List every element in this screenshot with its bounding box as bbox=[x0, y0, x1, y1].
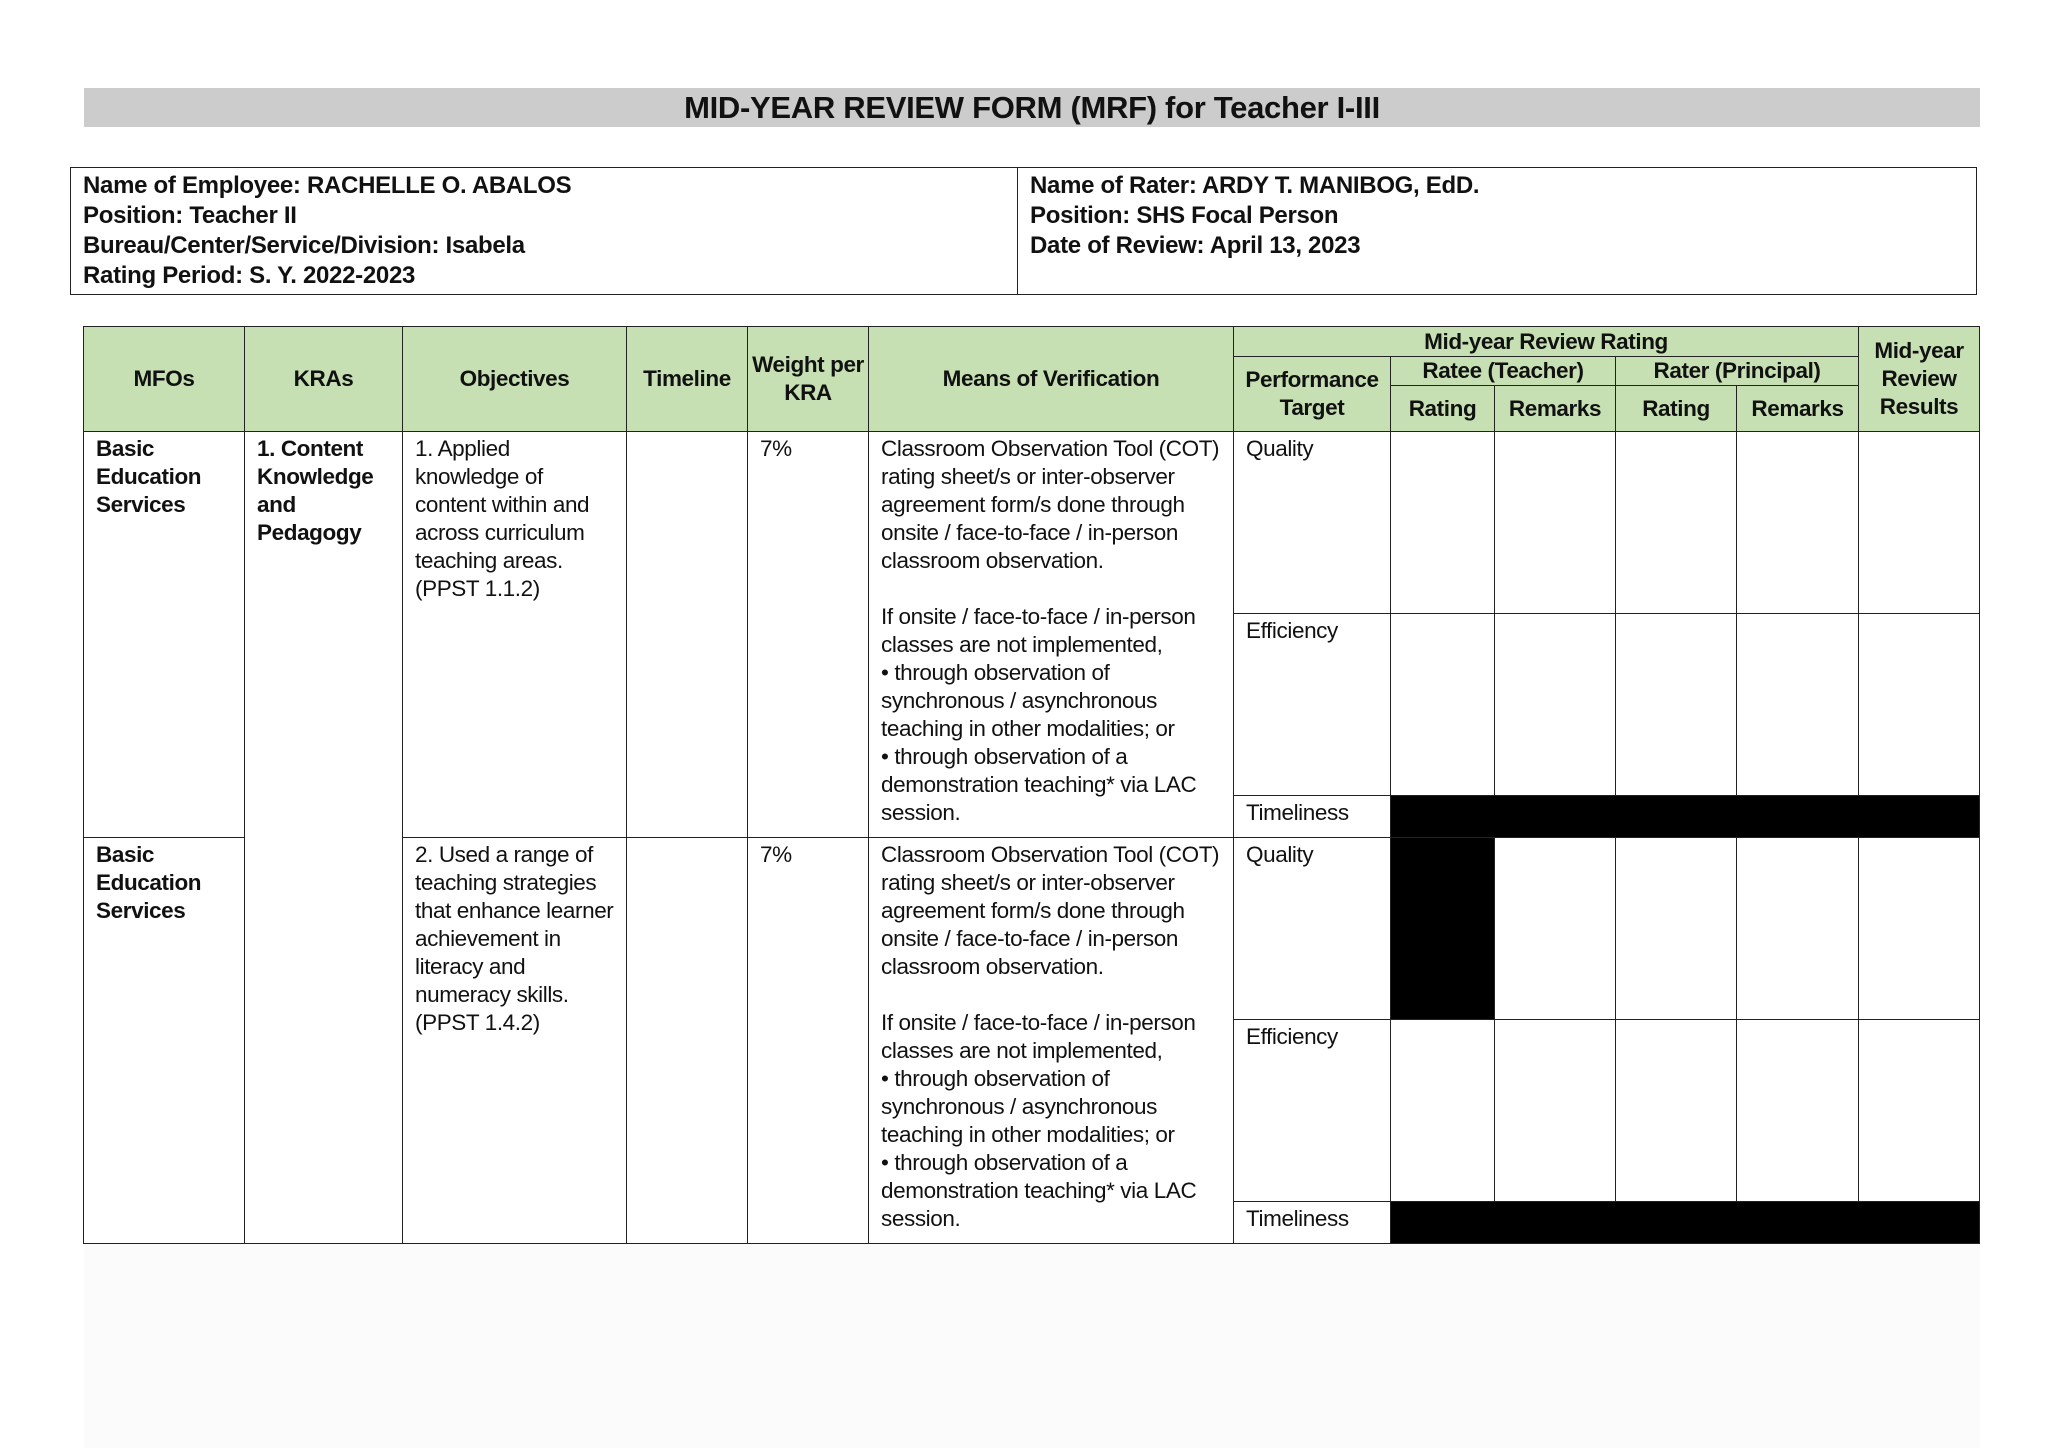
review-table bbox=[83, 326, 1980, 1244]
header-rater-rating: Rating bbox=[1616, 386, 1737, 432]
employee-position: Position: Teacher II bbox=[83, 202, 297, 229]
employee-rating-period: Rating Period: S. Y. 2022-2023 bbox=[83, 262, 416, 289]
rater-remarks-cell[interactable] bbox=[1737, 432, 1859, 614]
ratee-remarks-cell[interactable] bbox=[1495, 1020, 1616, 1202]
employee-name: Name of Employee: RACHELLE O. ABALOS bbox=[83, 172, 572, 199]
table-row bbox=[84, 432, 1980, 614]
results-cell[interactable] bbox=[1859, 1020, 1980, 1202]
rater-rating-cell[interactable] bbox=[1616, 614, 1737, 796]
rater-remarks-cell[interactable] bbox=[1737, 614, 1859, 796]
mov-bullet: • through observation of a demonstration teaching* via LAC session. bbox=[881, 744, 1197, 825]
mov-paragraph: Classroom Observation Tool (COT) rating sheet/s or inter-observer agreement form/s done through onsite / face-to-face / in-person classroom observation. bbox=[881, 842, 1220, 979]
rater-remarks-cell[interactable] bbox=[1737, 1020, 1859, 1202]
form-title: MID-YEAR REVIEW FORM (MRF) for Teacher I-III bbox=[84, 88, 1980, 127]
header-objectives: Objectives bbox=[403, 327, 627, 432]
rater-rating-cell[interactable] bbox=[1616, 838, 1737, 1020]
mov-bullet: • through observation of a demonstration teaching* via LAC session. bbox=[881, 1150, 1197, 1231]
timeline-cell bbox=[627, 838, 748, 1244]
target-timeliness: Timeliness bbox=[1234, 1202, 1391, 1244]
header-kras: KRAs bbox=[245, 327, 403, 432]
header-midyear-results: Mid-year Review Results bbox=[1859, 327, 1980, 432]
mfo-cell: Basic Education Services bbox=[84, 432, 245, 838]
employee-info-cell bbox=[71, 168, 1018, 295]
ratee-rating-cell[interactable] bbox=[1391, 1020, 1495, 1202]
mfo-cell: Basic Education Services bbox=[84, 838, 245, 1244]
ratee-remarks-cell[interactable] bbox=[1495, 838, 1616, 1020]
ratee-remarks-cell[interactable] bbox=[1495, 432, 1616, 614]
header-weight: Weight per KRA bbox=[748, 327, 869, 432]
header-timeline: Timeline bbox=[627, 327, 748, 432]
rater-name: Name of Rater: ARDY T. MANIBOG, EdD. bbox=[1030, 172, 1480, 199]
objective-cell: 1. Applied knowledge of content within and across curriculum teaching areas. (PPST 1.1.2) bbox=[403, 432, 627, 838]
ratee-remarks-cell[interactable] bbox=[1495, 614, 1616, 796]
header-ratee: Ratee (Teacher) bbox=[1391, 357, 1616, 386]
ratee-rating-cell[interactable] bbox=[1391, 614, 1495, 796]
mov-paragraph: Classroom Observation Tool (COT) rating sheet/s or inter-observer agreement form/s done through onsite / face-to-face / in-person classroom observation. bbox=[881, 436, 1220, 573]
rater-rating-cell[interactable] bbox=[1616, 432, 1737, 614]
header-ratee-remarks: Remarks bbox=[1495, 386, 1616, 432]
header-performance-target: Performance Target bbox=[1234, 357, 1391, 432]
rater-info-cell bbox=[1018, 168, 1977, 295]
results-cell[interactable] bbox=[1859, 432, 1980, 614]
mov-paragraph: If onsite / face-to-face / in-person classes are not implemented, bbox=[881, 604, 1196, 657]
ratee-rating-cell[interactable] bbox=[1391, 432, 1495, 614]
mov-paragraph: If onsite / face-to-face / in-person classes are not implemented, bbox=[881, 1010, 1196, 1063]
rater-position: Position: SHS Focal Person bbox=[1030, 202, 1339, 229]
objective-cell: 2. Used a range of teaching strategies that enhance learner achievement in literacy and numeracy skills. (PPST 1.4.2) bbox=[403, 838, 627, 1244]
employee-info-table bbox=[70, 167, 1977, 295]
header-mfos: MFOs bbox=[84, 327, 245, 432]
review-date: Date of Review: April 13, 2023 bbox=[1030, 232, 1361, 259]
kra-cell: 1. Content Knowledge and Pedagogy bbox=[245, 432, 403, 1244]
timeline-cell bbox=[627, 432, 748, 838]
results-cell[interactable] bbox=[1859, 838, 1980, 1020]
target-efficiency: Efficiency bbox=[1234, 1020, 1391, 1202]
means-of-verification-cell bbox=[869, 432, 1234, 838]
target-quality: Quality bbox=[1234, 432, 1391, 614]
header-ratee-rating: Rating bbox=[1391, 386, 1495, 432]
weight-cell: 7% bbox=[748, 838, 869, 1244]
mov-bullet: • through observation of synchronous / asynchronous teaching in other modalities; or bbox=[881, 1066, 1175, 1147]
blacked-out-cell bbox=[1391, 838, 1495, 1020]
rater-remarks-cell[interactable] bbox=[1737, 838, 1859, 1020]
target-quality: Quality bbox=[1234, 838, 1391, 1020]
rater-rating-cell[interactable] bbox=[1616, 1020, 1737, 1202]
target-timeliness: Timeliness bbox=[1234, 796, 1391, 838]
header-midyear-rating: Mid-year Review Rating bbox=[1234, 327, 1859, 357]
employee-bureau: Bureau/Center/Service/Division: Isabela bbox=[83, 232, 525, 259]
target-efficiency: Efficiency bbox=[1234, 614, 1391, 796]
page-footer-area bbox=[84, 1230, 1980, 1448]
mov-bullet: • through observation of synchronous / asynchronous teaching in other modalities; or bbox=[881, 660, 1175, 741]
blacked-out-cell bbox=[1391, 1202, 1980, 1244]
blacked-out-cell bbox=[1391, 796, 1980, 838]
weight-cell: 7% bbox=[748, 432, 869, 838]
header-means-of-verification: Means of Verification bbox=[869, 327, 1234, 432]
header-rater: Rater (Principal) bbox=[1616, 357, 1859, 386]
means-of-verification-cell bbox=[869, 838, 1234, 1244]
results-cell[interactable] bbox=[1859, 614, 1980, 796]
header-rater-remarks: Remarks bbox=[1737, 386, 1859, 432]
